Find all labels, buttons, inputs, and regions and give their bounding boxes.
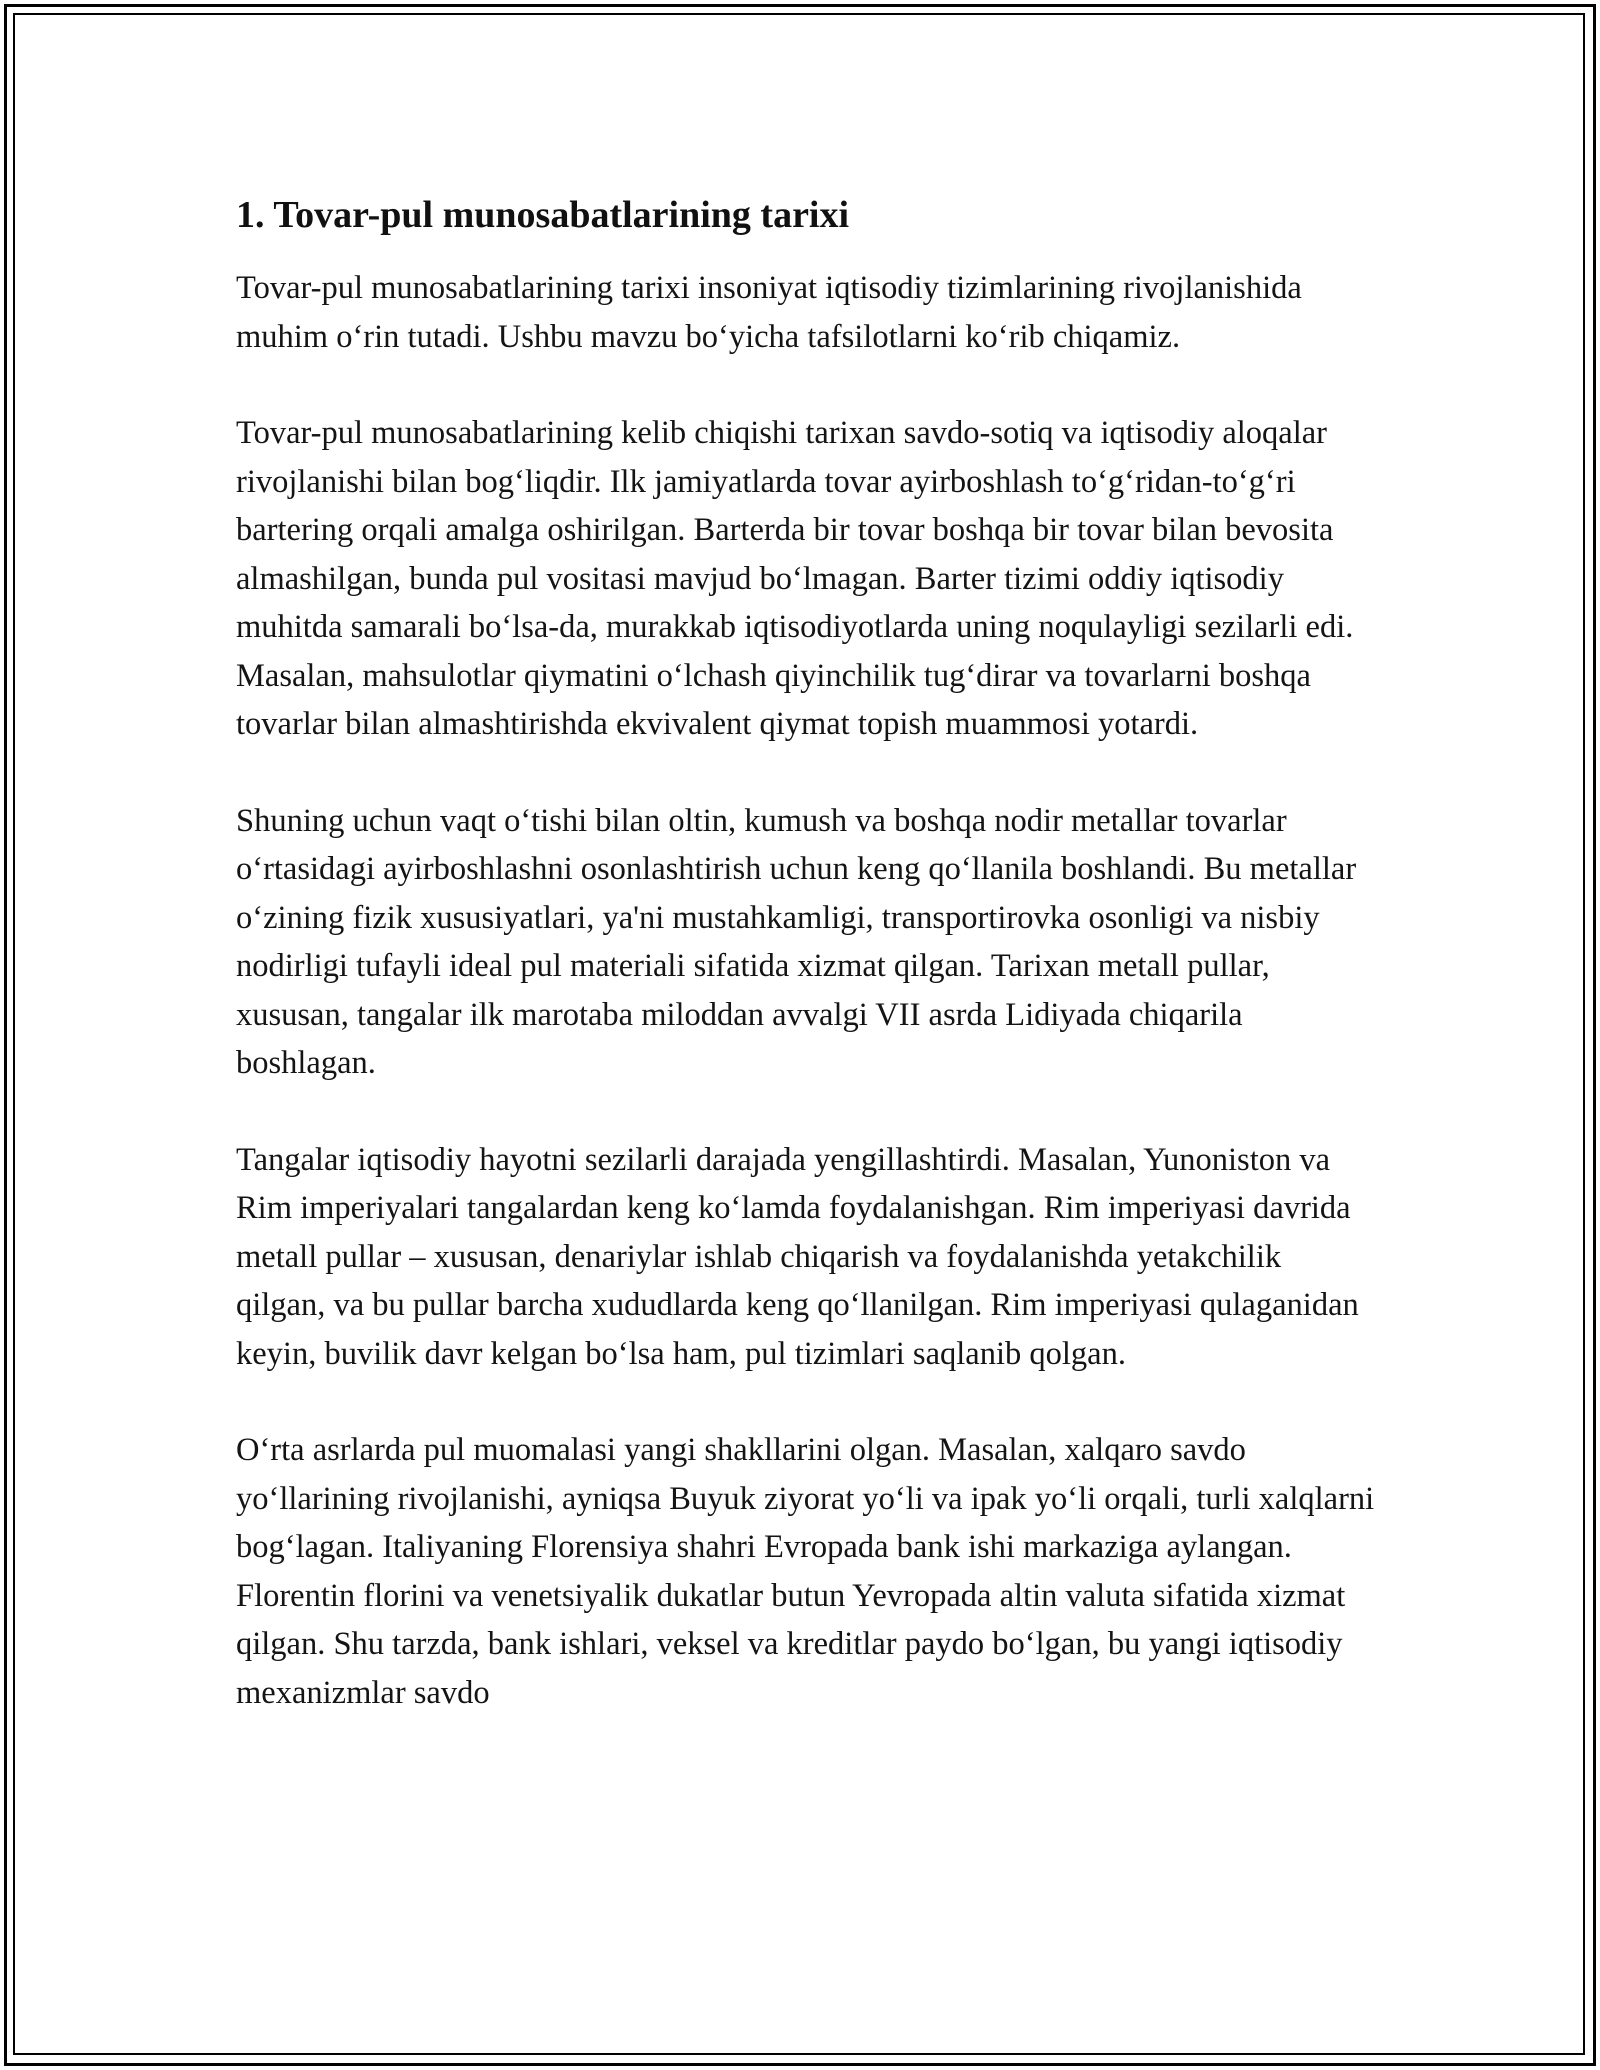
- section-heading: 1. Tovar-pul munosabatlarining tarixi: [236, 194, 850, 236]
- paragraph-metals: Shuning uchun vaqt o‘tishi bilan oltin, kumush va boshqa nodir metallar tovarlar o‘rtasidagi ayirboshlashni osonlashtirish uchun keng qo‘llanila boshlandi. Bu metallar o‘zining fizik xususiyatlari, ya'ni mustahkamligi, transportirovka osonligi va nisbiy nodirligi tufayli ideal pul materiali sifatida xizmat qilgan. Tarixan metall pullar, xususan, tangalar ilk marotaba miloddan avvalgi VII asrda Lidiyada chiqarila boshlagan.: [236, 802, 1357, 1081]
- paragraph-middle-ages: O‘rta asrlarda pul muomalasi yangi shakllarini olgan. Masalan, xalqaro savdo yo‘llarining rivojlanishi, ayniqsa Buyuk ziyorat yo‘li va ipak yo‘li orqali, turli xalqlarni bog‘lagan. Italiyaning Florensiya shahri Evropada bank ishi markaziga aylangan. Florentin florini va venetsiyalik dukatlar butun Yevropada altin valuta sifatida xizmat qilgan. Shu tarzda, bank ishlari, veksel va kreditlar paydo bo‘lgan, bu yangi iqtisodiy mexanizmlar savdo: [236, 1432, 1375, 1711]
- document-body: [236, 182, 1376, 1765]
- paragraph-barter: Tovar-pul munosabatlarining kelib chiqishi tarixan savdo-sotiq va iqtisodiy aloqalar rivojlanishi bilan bog‘liqdir. Ilk jamiyatlarda tovar ayirboshlash to‘g‘ridan-to‘g‘ri bartering orqali amalga oshirilgan. Barterda bir tovar boshqa bir tovar bilan bevosita almashilgan, bunda pul vositasi mavjud bo‘lmagan. Barter tizimi oddiy iqtisodiy muhitda samarali bo‘lsa-da, murakkab iqtisodiyotlarda uning noqulayligi sezilarli edi. Masalan, mahsulotlar qiymatini o‘lchash qiyinchilik tug‘dirar va tovarlarni boshqa tovarlar bilan almashtirishda ekvivalent qiymat topish muammosi yotardi.: [236, 415, 1354, 742]
- paragraph-coins: Tangalar iqtisodiy hayotni sezilarli darajada yengillashtirdi. Masalan, Yunoniston va Rim imperiyalari tangalardan keng ko‘lamda foydalanishgan. Rim imperiyasi davrida metall pullar – xususan, denariylar ishlab chiqarish va foydalanishda yetakchilik qilgan, va bu pullar barcha xududlarda keng qo‘llanilgan. Rim imperiyasi qulaganidan keyin, buvilik davr kelgan bo‘lsa ham, pul tizimlari saqlanib qolgan.: [236, 1141, 1359, 1372]
- paragraph-intro: Tovar-pul munosabatlarining tarixi insoniyat iqtisodiy tizimlarining rivojlanishida muhim o‘rin tutadi. Ushbu mavzu bo‘yicha tafsilotlarni ko‘rib chiqamiz.: [236, 270, 1302, 355]
